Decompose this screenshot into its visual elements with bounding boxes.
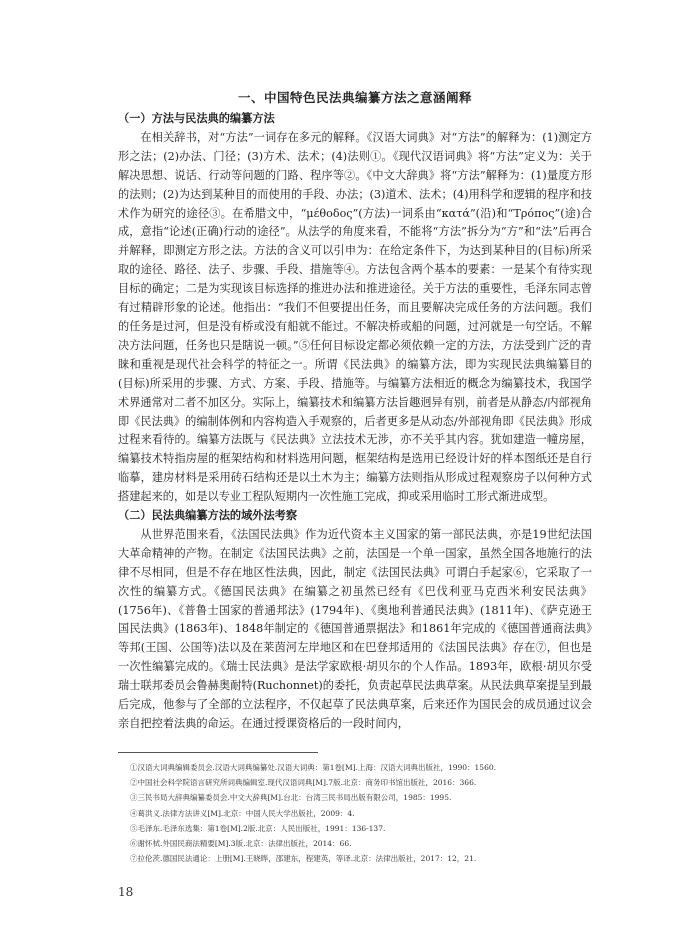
body-text xyxy=(118,110,592,734)
footnote-5: ⑤毛泽东.毛泽东选集：第1卷[M].2版.北京：人民出版社，1991：136-137. xyxy=(130,823,386,833)
footnote-7: ⑦拉伦茨.德国民法通论：上册[M].王晓晔，邵建东，程建英，等译.北京：法律出版社，2017：12，21. xyxy=(130,854,477,864)
footnotes xyxy=(130,760,592,866)
section-title: 一、中国特色民法典编纂方法之意涵阐释 xyxy=(237,90,472,105)
footnote-6: ⑥谢怀栻.外国民商法精要[M].3版.北京：法律出版社，2014：66. xyxy=(130,839,352,849)
page-number: 18 xyxy=(118,885,134,899)
subsection-1-heading: （一）方法与民法典的编纂方法 xyxy=(118,112,275,125)
footnote-2: ②中国社会科学院语言研究所词典编辑室.现代汉语词典[M].7版.北京：商务印书馆出版社，2016：366. xyxy=(130,778,477,788)
footnote-1: ①汉语大词典编辑委员会.汉语大词典编纂处.汉语大词典：第1卷[M].上海：汉语大词典出版社，1990：1560. xyxy=(130,763,497,772)
subsection-2-heading: （二）民法典编纂方法的域外法考察 xyxy=(118,509,298,523)
subsection-1-paragraph: 在相关辞书，对“方法”一词存在多元的解释。《汉语大词典》对“方法”的解释为：(1)测定方形之法；(2)办法、门径；(3)方术、法术；(4)法则①。《现代汉语词典》将“方法”定义为：关于解决思想、说话、行动等问题的门路、程序等②。《中文大辞典》将“方法”解释为：(1)量度方形的法则；(2)为达到某种目的而使用的手段、办法；(3)道术、法术；(4)用科学和逻辑的程序和技术作为研究的途径③。在希腊文中，“μέθοδος”(方法)一词系由“κατά”(沿)和“Τρόπος”(途)合成，意指“论述(正确)行动的途径”。从法学的角度来看，不能将“方法”拆分为“方”和“法”后再合并解释，即测定方形之法。方法的含义可以引申为：在给定条件下，为达到某种目的(目标)所采取的途径、路径、法子、步骤、手段、措施等④。方法包含两个基本的要素：一是某个有待实现目标的确定；二是为实现该目标选择的推进办法和推进途径。关于方法的重要性，毛泽东同志曾有过精辟形象的论述。他指出：“我们不但要提出任务，而且要解决完成任务的方法问题。我们的任务是过河，但是没有桥或没有船就不能过。不解决桥或船的问题，过河就是一句空话。不解决方法问题，任务也只是瞎说一顿。”⑤任何目标设定都必须依赖一定的方法，方法受到广泛的青睐和重视是现代社会科学的特征之一。所谓《民法典》的编纂方法，即为实现民法典编纂目的(目标)所采用的步骤、方式、方案、手段、措施等。与编纂方法相近的概念为编纂技术，我国学术界通常对二者不加区分。实际上，编纂技术和编纂方法旨趣迥异有别，前者是从静态/内部视角即《民法典》的编制体例和内容构造入手观察的，后者更多是从动态/外部视角即《民法典》形成过程来看待的。编纂方法既与《民法典》立法技术无涉，亦不关乎其内容。犹如建造一幢房屋，编纂技术特指房屋的框架结构和材料选用问题，框架结构是选用已经设计好的样本图纸还是自行临摹，建房材料是采用砖石结构还是以土木为主；编纂方法则指从形成过程观察房子以何种方式搭建起来的，如是以专业工程队短期内一次性施工完成，抑或采用临时工形式渐进成型。 xyxy=(118,130,592,504)
footnote-3: ③三民书局大辞典编纂委员会.中文大辞典[M].台北：台湾三民书局出版有限公司，1985：1995. xyxy=(130,793,452,803)
subsection-2-paragraph: 从世界范围来看，《法国民法典》作为近代资本主义国家的第一部民法典，亦是19世纪法国大革命精神的产物。在制定《法国民法典》之前，法国是一个单一国家，虽然全国各地施行的法律不尽相同，但是不存在地区性法典，因此，制定《法国民法典》可谓白手起家⑥，它采取了一次性的编纂方式。《德国民法典》在编纂之初虽然已经有《巴伐利亚马克西米利安民法典》(1756年)、《普鲁士国家的普通邦法》(1794年)、《奥地利普通民法典》(1811年)、《萨克逊王国民法典》(1863年)、1848年制定的《德国普通票据法》和1861年完成的《德国普通商法典》等邦(王国、公国等)法以及在莱茵河左岸地区和在巴登邦适用的《法国民法典》存在⑦，但也是一次性编纂完成的。《瑞士民法典》是法学家欧根·胡贝尔的个人作品。1893年，欧根·胡贝尔受瑞士联邦委员会鲁赫奥耐特(Ruchonnet)的委托，负责起草民法典草案。从民法典草案提呈到最后完成，他参与了全部的立法程序，不仅起草了民法典草案，后来还作为国民会的成员通过议会亲自把控着法典的命运。在通过授课资格后的一段时间内， xyxy=(118,527,592,730)
footnote-divider xyxy=(118,752,318,753)
footnote-4: ④葛洪义.法律方法讲义[M].北京：中国人民大学出版社，2009：4. xyxy=(130,808,355,818)
